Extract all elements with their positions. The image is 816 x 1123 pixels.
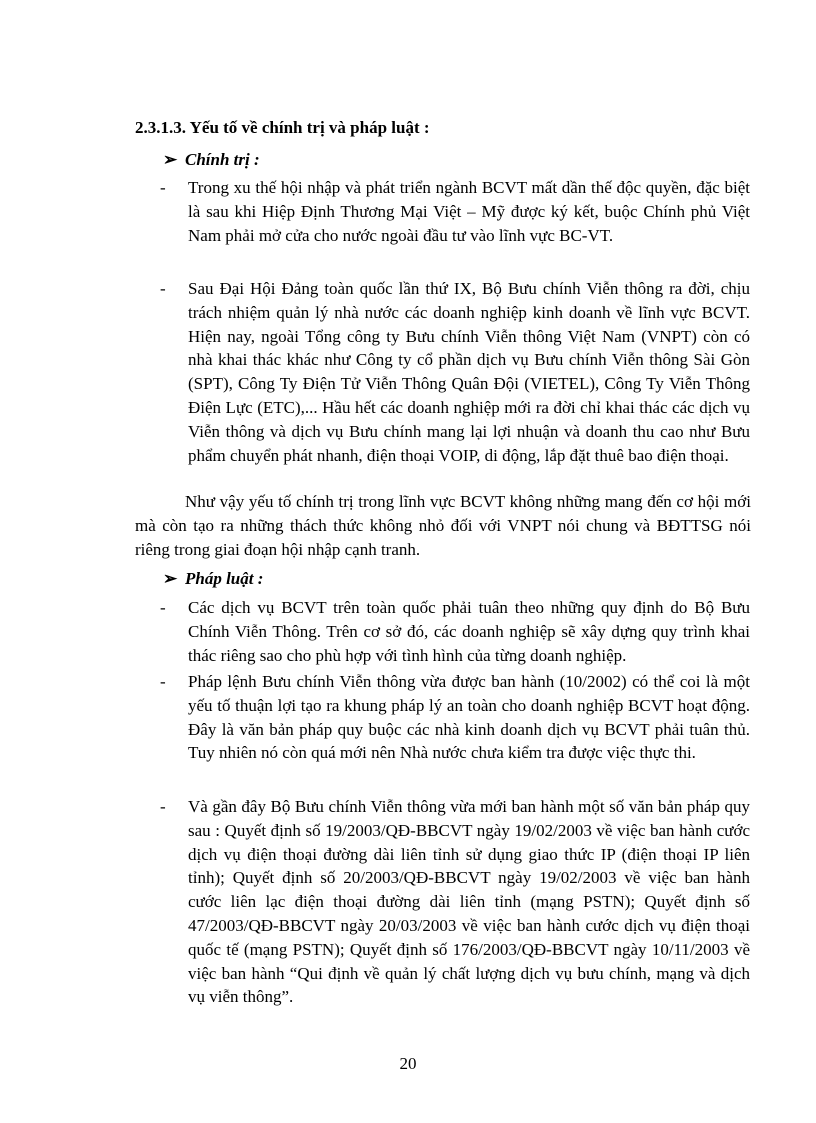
list-item-text: Sau Đại Hội Đảng toàn quốc lần thứ IX, Bộ Bưu chính Viễn thông ra đời, chịu trách nhiệm quản lý nhà nước các doanh nghiệp kinh doanh về lĩnh vực BCVT. Hiện nay, ngoài Tổng công ty Bưu chính Viễn thông Việt Nam (VNPT) còn có nhà khai thác khác như Công ty cổ phần dịch vụ Bưu chính Viễn thông Sài Gòn (SPT), Công Ty Điện Tử Viễn Thông Quân Đội (VIETEL), Công Ty Viễn Thông Điện Lực (ETC),... Hầu hết các doanh nghiệp mới ra đời chỉ khai thác các dịch vụ Viễn thông và dịch vụ Bưu chính mang lại lợi nhuận và doanh thu cao như Bưu phẩm chuyển phát nhanh, điện thoại VOIP, di động, lắp đặt thuê bao điện thoại. xyxy=(188,279,750,465)
summary-paragraph: Như vậy yếu tố chính trị trong lĩnh vực BCVT không những mang đến cơ hội mới mà còn tạo ra những thách thức không nhỏ đối với VNPT nói chung và BĐTTSG nói riêng trong giai đoạn hội nhập cạnh tranh. xyxy=(135,492,751,559)
list-item xyxy=(160,176,750,247)
list-item-text: Các dịch vụ BCVT trên toàn quốc phải tuân theo những quy định do Bộ Bưu Chính Viễn Thông. Trên cơ sở đó, các doanh nghiệp sẽ xây dựng quy trình khai thác riêng sao cho phù hợp với tình hình của từng doanh nghiệp. xyxy=(188,598,750,665)
list-item xyxy=(160,670,750,765)
subheading-law-label: Pháp luật : xyxy=(185,569,264,588)
subheading-politics-label: Chính trị : xyxy=(185,150,260,169)
list-item xyxy=(160,795,750,1009)
list-item xyxy=(160,277,750,467)
dash-bullet-icon: - xyxy=(160,178,166,197)
list-item-text: Pháp lệnh Bưu chính Viễn thông vừa được ban hành (10/2002) có thể coi là một yếu tố thuận lợi tạo ra khung pháp lý an toàn cho doanh nghiệp BCVT hoạt động. Đây là văn bản pháp quy buộc các nhà kinh doanh dịch vụ BCVT phải tuân thủ. Tuy nhiên nó còn quá mới nên Nhà nước chưa kiểm tra được việc thực thi. xyxy=(188,672,750,763)
dash-bullet-icon: - xyxy=(160,672,166,691)
dash-bullet-icon: - xyxy=(160,598,166,617)
subheading-politics xyxy=(163,150,260,170)
dash-bullet-icon: - xyxy=(160,797,166,816)
list-item-text: Trong xu thế hội nhập và phát triển ngành BCVT mất dần thế độc quyền, đặc biệt là sau khi Hiệp Định Thương Mại Việt – Mỹ được ký kết, buộc Chính phủ Việt Nam phải mở cửa cho nước ngoài đầu tư vào lĩnh vực BC-VT. xyxy=(188,178,750,245)
page-number: 20 xyxy=(399,1054,417,1073)
arrow-bullet-icon: ➢ xyxy=(163,150,178,169)
dash-bullet-icon: - xyxy=(160,279,166,298)
list-item-text: Và gần đây Bộ Bưu chính Viễn thông vừa mới ban hành một số văn bản pháp quy sau : Quyết định số 19/2003/QĐ-BBCVT ngày 19/02/2003 về việc ban hành cước dịch vụ điện thoại đường dài liên tỉnh sử dụng giao thức IP (điện thoại IP liên tỉnh); Quyết định số 20/2003/QĐ-BBCVT ngày 19/02/2003 về việc ban hành cước liên lạc điện thoại đường dài liên tỉnh (mạng PSTN); Quyết định số 47/2003/QĐ-BBCVT ngày 20/03/2003 về việc ban hành cước dịch vụ điện thoại quốc tế (mạng PSTN); Quyết định số 176/2003/QĐ-BBCVT ngày 10/11/2003 về việc ban hành “Qui định về quản lý chất lượng dịch vụ bưu chính, mạng và dịch vụ viễn thông”. xyxy=(188,797,750,1007)
arrow-bullet-icon: ➢ xyxy=(163,569,178,588)
subheading-law xyxy=(163,569,263,589)
list-item xyxy=(160,596,750,667)
section-heading: 2.3.1.3. Yếu tố về chính trị và pháp luật : xyxy=(135,118,430,137)
